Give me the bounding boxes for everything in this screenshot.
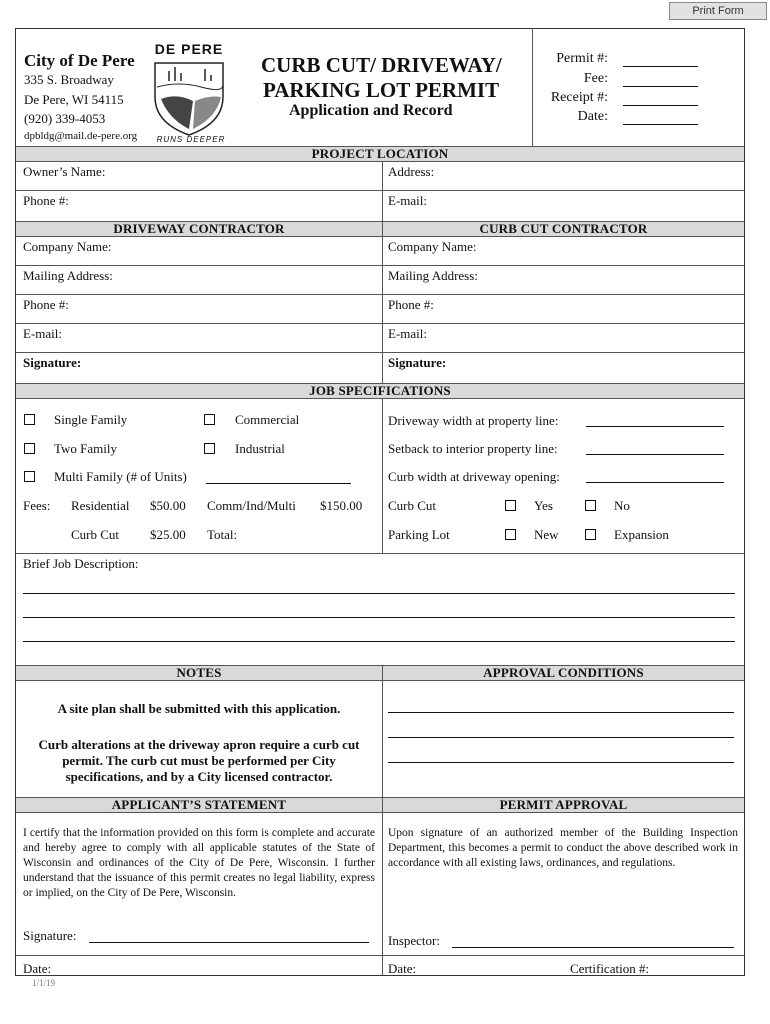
receipt-label: Receipt #: [550,90,608,105]
applicant-date-label[interactable]: Date: [23,961,52,976]
cc-mailing-label[interactable]: Mailing Address: [388,268,478,283]
comm-fee: $150.00 [320,498,363,513]
org-name: City of De Pere [24,51,135,70]
inspector-signature-field[interactable] [452,947,734,948]
certification-label[interactable]: Certification #: [570,961,650,976]
setback-label: Setback to interior property line: [388,441,558,456]
driveway-width-field[interactable] [586,426,724,427]
owner-name-label[interactable]: Owner’s Name: [23,164,106,179]
form-title-line2: PARKING LOT PERMIT [263,78,500,102]
driveway-width-label: Driveway width at property line: [388,413,559,428]
industrial-checkbox[interactable] [204,443,215,454]
multi-family-label: Multi Family (# of Units) [54,469,187,484]
description-line-1[interactable] [23,593,735,594]
curb-cut-no-checkbox[interactable] [585,500,596,511]
permit-approval-text: Upon signature of an authorized member of the Building Inspection Department, this becomes a permit to conduct the above described work in accordance with all existing laws, ordinances, and regulations. [388,827,738,869]
applicant-statement-heading: APPLICANT’S STATEMENT [16,797,382,813]
notes-heading: NOTES [16,665,382,681]
residential-label: Residential [71,498,130,513]
project-location-heading: PROJECT LOCATION [16,146,744,162]
commercial-label: Commercial [235,412,300,427]
fee-label: Fee: [583,71,608,86]
cc-phone-label[interactable]: Phone #: [388,297,434,312]
multi-family-checkbox[interactable] [24,471,35,482]
col-divider [382,162,383,221]
curb-cut-contractor-heading: CURB CUT CONTRACTOR [382,221,744,237]
parking-expansion-checkbox[interactable] [585,529,596,540]
description-line-3[interactable] [23,641,735,642]
condition-line-2[interactable] [388,737,734,738]
date-label: Date: [577,109,608,124]
single-family-label: Single Family [54,412,128,427]
form-subtitle: Application and Record [289,102,453,119]
dc-signature-label[interactable]: Signature: [23,355,82,370]
dc-mailing-label[interactable]: Mailing Address: [23,268,113,283]
approval-conditions-heading: APPROVAL CONDITIONS [382,665,744,681]
permit-number-field[interactable] [623,66,698,67]
curb-cut-no-label: No [614,498,630,513]
curb-cut-fee: $25.00 [150,527,186,542]
applicant-signature-field[interactable] [89,942,369,943]
header-divider [532,29,533,147]
form-title-line1: CURB CUT/ DRIVEWAY/ [261,53,502,77]
dc-email-label[interactable]: E-mail: [23,326,62,341]
total-label[interactable]: Total: [207,527,238,542]
org-email: dpbldg@mail.de-pere.org [24,130,138,142]
address-label[interactable]: Address: [388,164,435,179]
applicant-statement-text: I certify that the information provided on this form is complete and accurate and hereby agree to comply with all applicable statutes of the State of Wisconsin and ordinances of the City of De Pere, Wisconsin. I further understand that the issuance of this permit creates no legal liability, express or implied, on the City of De Pere, Wisconsin. [23,827,375,899]
two-family-label: Two Family [54,441,118,456]
row-line [382,955,744,956]
residential-fee: $50.00 [150,498,186,513]
row-line [16,553,744,554]
cc-signature-label[interactable]: Signature: [388,355,447,370]
org-phone: (920) 339-4053 [24,111,106,126]
note-curb-line3: specifications, and by a City licensed contractor. [65,769,333,784]
approval-date-label[interactable]: Date: [388,961,417,976]
parking-new-label: New [534,527,559,542]
condition-line-1[interactable] [388,712,734,713]
permit-number-label: Permit #: [556,51,608,66]
curb-width-field[interactable] [586,482,724,483]
permit-approval-heading: PERMIT APPROVAL [382,797,744,813]
col-divider [382,237,383,383]
curb-width-label: Curb width at driveway opening: [388,469,560,484]
parking-lot-label: Parking Lot [388,527,450,542]
date-field[interactable] [623,124,698,125]
row-line [16,294,744,295]
driveway-contractor-heading: DRIVEWAY CONTRACTOR [16,221,382,237]
curb-cut-question-label: Curb Cut [388,498,437,513]
row-line [16,352,744,353]
col-divider [382,813,383,975]
note-curb-line1: Curb alterations at the driveway apron require a curb cut [38,737,360,752]
permit-form [15,28,745,976]
logo-tagline: RUNS DEEPER [156,135,226,144]
dc-phone-label[interactable]: Phone #: [23,297,69,312]
row-line [16,323,744,324]
print-form-button[interactable]: Print Form [669,2,767,20]
col-divider [382,399,383,553]
col-divider [382,681,383,797]
row-line [16,265,744,266]
units-field[interactable] [206,483,351,484]
row-line [16,955,382,956]
cc-company-label[interactable]: Company Name: [388,239,477,254]
brief-description-label: Brief Job Description: [23,556,139,571]
owner-email-label[interactable]: E-mail: [388,193,427,208]
commercial-checkbox[interactable] [204,414,215,425]
note-curb-line2: permit. The curb cut must be performed per City [62,753,336,768]
owner-phone-label[interactable]: Phone #: [23,193,69,208]
row-line [16,190,744,191]
job-specs-heading: JOB SPECIFICATIONS [16,383,744,399]
single-family-checkbox[interactable] [24,414,35,425]
fee-field[interactable] [623,86,698,87]
logo-text: DE PERE [154,41,224,57]
setback-field[interactable] [586,454,724,455]
dc-company-label[interactable]: Company Name: [23,239,112,254]
org-city: De Pere, WI 54115 [24,92,124,107]
receipt-field[interactable] [623,105,698,106]
condition-line-3[interactable] [388,762,734,763]
description-line-2[interactable] [23,617,735,618]
fees-label: Fees: [23,498,51,513]
inspector-label: Inspector: [388,933,440,948]
parking-expansion-label: Expansion [614,527,669,542]
applicant-signature-label: Signature: [23,928,77,943]
note-site-plan: A site plan shall be submitted with this application. [57,701,341,716]
city-logo [149,41,229,143]
comm-ind-multi-label: Comm/Ind/Multi [207,498,296,513]
curb-cut-yes-checkbox[interactable] [505,500,516,511]
two-family-checkbox[interactable] [24,443,35,454]
curb-cut-fee-label: Curb Cut [71,527,120,542]
industrial-label: Industrial [235,441,285,456]
form-version: 1/1/19 [32,978,56,988]
cc-email-label[interactable]: E-mail: [388,326,427,341]
org-street: 335 S. Broadway [24,72,114,87]
parking-new-checkbox[interactable] [505,529,516,540]
curb-cut-yes-label: Yes [534,498,553,513]
logo-emblem-icon [149,57,229,141]
